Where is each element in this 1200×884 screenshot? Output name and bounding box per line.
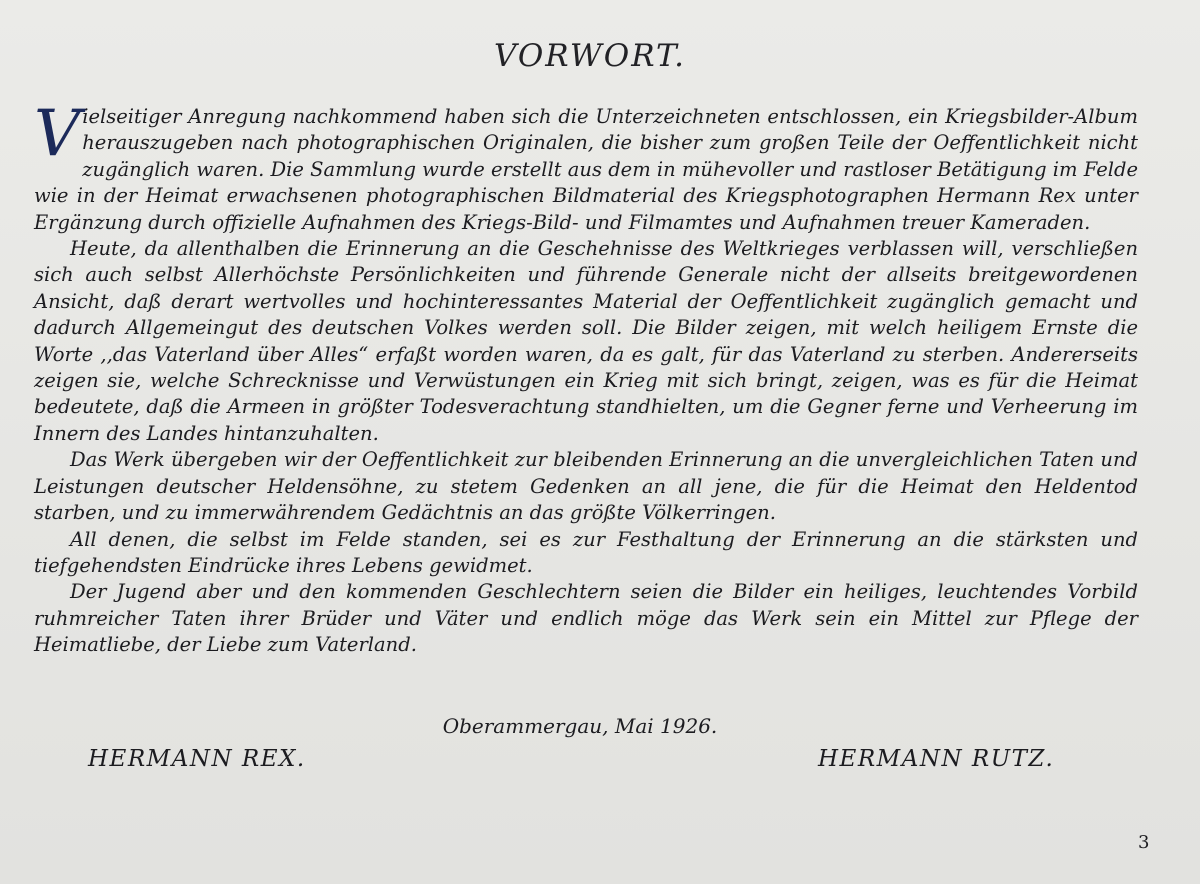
- paragraph-3: Das Werk übergeben wir der Oeffentlichkeit zur bleibenden Erinnerung an die unvergleichlichen Taten und Leistungen deutscher Heldensöhne, zu stetem Gedenken an all jene, die für die Heimat den Heldentod starben, und zu immerwährendem Gedächtnis an das größte Völkerringen.: [34, 448, 1138, 525]
- paragraph-2: Heute, da allenthalben die Erinnerung an die Geschehnisse des Weltkrieges verblassen will, verschließen sich auch selbst Allerhöchste Persönlichkeiten und führende Generale nicht der allseits breitgewordenen Ansicht, daß derart wertvolles und hochinteressantes Material der Oeffentlichkeit zugänglich gemacht und dadurch Allgemeingut des deutschen Volkes werden soll. Die Bilder zeigen, mit welch heiligem Ernste die Worte ,,das Vaterland über Alles“ erfaßt worden waren, da es galt, für das Vaterland zu sterben. Andererseits zeigen sie, welche Schrecknisse und Verwüstungen ein Krieg mit sich bringt, zeigen, was es für die Heimat bedeutete, daß die Armeen in größter Todesverachtung standhielten, um die Gegner ferne und Verheerung im Innern des Landes hintanzuhalten.: [34, 237, 1138, 445]
- paragraph-1: [34, 97, 1138, 236]
- page-title: VORWORT.: [494, 38, 686, 74]
- signature-hermann-rutz: HERMANN RUTZ.: [818, 746, 1055, 772]
- paragraph-1-text: ielseitiger Anregung nachkommend haben sich die Unterzeichneten entschlossen, ein Kriegsbilder-Album herauszugeben nach photographischen Originalen, die bisher zum großen Teile der Oeffentlichkeit nicht zugänglich waren. Die Sammlung wurde erstellt aus dem in mühevoller und rastloser Betätigung im Felde wie in der Heimat erwachsenen photographischen Bildmaterial des Kriegsphotographen Hermann Rex unter Ergänzung durch offizielle Aufnahmen des Kriegs-Bild- und Filmamtes und Aufnahmen treuer Kameraden.: [34, 105, 1138, 234]
- paragraph-4: All denen, die selbst im Felde standen, sei es zur Festhaltung der Erinnerung an die stärksten und tiefgehendsten Eindrücke ihres Lebens gewidmet.: [34, 527, 1138, 577]
- paragraph-5: Der Jugend aber und den kommenden Geschlechtern seien die Bilder ein heiliges, leuchtendes Vorbild ruhmreicher Taten ihrer Brüder und Väter und endlich möge das Werk sein ein Mittel zur Pflege der Heimatliebe, der Liebe zum Vaterland.: [34, 580, 1138, 657]
- drop-cap-letter: V: [34, 97, 81, 171]
- signature-hermann-rex: HERMANN REX.: [88, 746, 306, 772]
- foreword-body: [34, 97, 1138, 659]
- page-number: 3: [1138, 832, 1150, 853]
- place-and-date: Oberammergau, Mai 1926.: [442, 714, 718, 738]
